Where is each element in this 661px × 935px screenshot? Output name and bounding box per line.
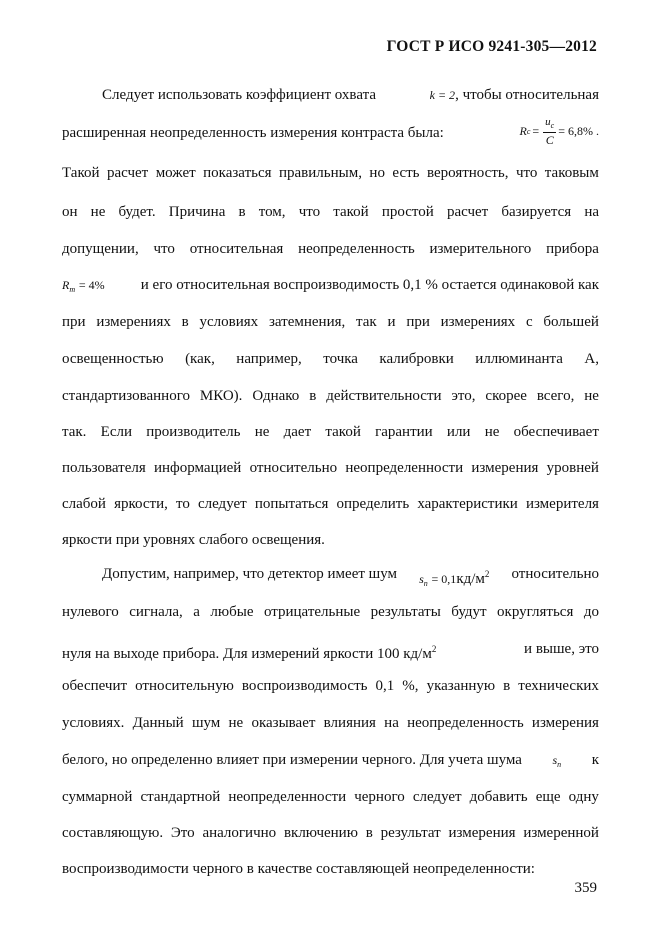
document-header: ГОСТ Р ИСО 9241-305—2012 bbox=[386, 38, 597, 55]
formula-rc: R c = $\frac{u_c}{C}$ = 6,8% . bbox=[519, 116, 599, 147]
text-line: стандартизованного МКО). Однако в действительности это, скорее всего, не bbox=[62, 388, 599, 404]
text-line: освещенностью (как, например, точка калибровки иллюминанта А, bbox=[62, 351, 599, 367]
text-line: $R_m = 4\%$ и его относительная воспроизводимость 0,1 % остается одинаковой как bbox=[62, 277, 599, 298]
text-line: условиях. Данный шум не оказывает влияния на неопределенность измерения bbox=[62, 715, 599, 731]
text-line: он не будет. Причина в том, что такой простой расчет базируется на bbox=[62, 204, 599, 220]
text-line: белого, но определенно влияет при измерении черного. Для учета шума $s_n$ к bbox=[62, 752, 599, 773]
text-line: при измерениях в условиях затемнения, так и при измерениях с большей bbox=[62, 314, 599, 330]
formula-sn2: $s_n$ bbox=[552, 753, 562, 769]
text-line: воспроизводимости черного в качестве составляющей неопределенности: bbox=[62, 861, 535, 877]
formula-k: k = 2, чтобы относительная bbox=[429, 87, 599, 103]
formula-rm: $R_m = 4\%$ bbox=[62, 278, 105, 294]
text-line: так. Если производитель не дает такой гарантии или не обеспечивает bbox=[62, 424, 599, 440]
text-line: нуля на выходе прибора. Для измерений яркости 100 $кд/м^2$ и выше, это bbox=[62, 641, 599, 662]
text-line: суммарной стандартной неопределенности черного следует добавить еще одну bbox=[62, 789, 599, 805]
text-line: обеспечит относительную воспроизводимость 0,1 %, указанную в технических bbox=[62, 678, 599, 694]
text-line: расширенная неопределенность измерения контраста была: R c = $\frac{u_c}{C}$ = 6,8% . bbox=[62, 116, 599, 147]
page-number: 359 bbox=[574, 880, 597, 896]
text-line: допущении, что относительная неопределенность измерительного прибора bbox=[62, 241, 599, 257]
formula-sn: $s_n = 0,1кд/м^2$ bbox=[419, 569, 490, 588]
fraction: $\frac{u_c}{C}$ bbox=[545, 116, 555, 147]
text-line: яркости при уровнях слабого освещения. bbox=[62, 532, 325, 548]
text-line: Следует использовать коэффициент охвата k = 2, чтобы относительная bbox=[102, 87, 599, 103]
text-line: составляющую. Это аналогично включению в результат измерения измеренной bbox=[62, 825, 599, 841]
text-line: слабой яркости, то следует попытаться определить характеристики измерителя bbox=[62, 496, 599, 512]
text-line: Такой расчет может показаться правильным, но есть вероятность, что таковым bbox=[62, 165, 599, 181]
text-line: Допустим, например, что детектор имеет шум $s_n = 0,1кд/м^2$ относительно bbox=[62, 566, 599, 592]
text-line: пользователя информацией относительно неопределенности измерения уровней bbox=[62, 460, 599, 476]
text-line: нулевого сигнала, а любые отрицательные результаты будут округляться до bbox=[62, 604, 599, 620]
